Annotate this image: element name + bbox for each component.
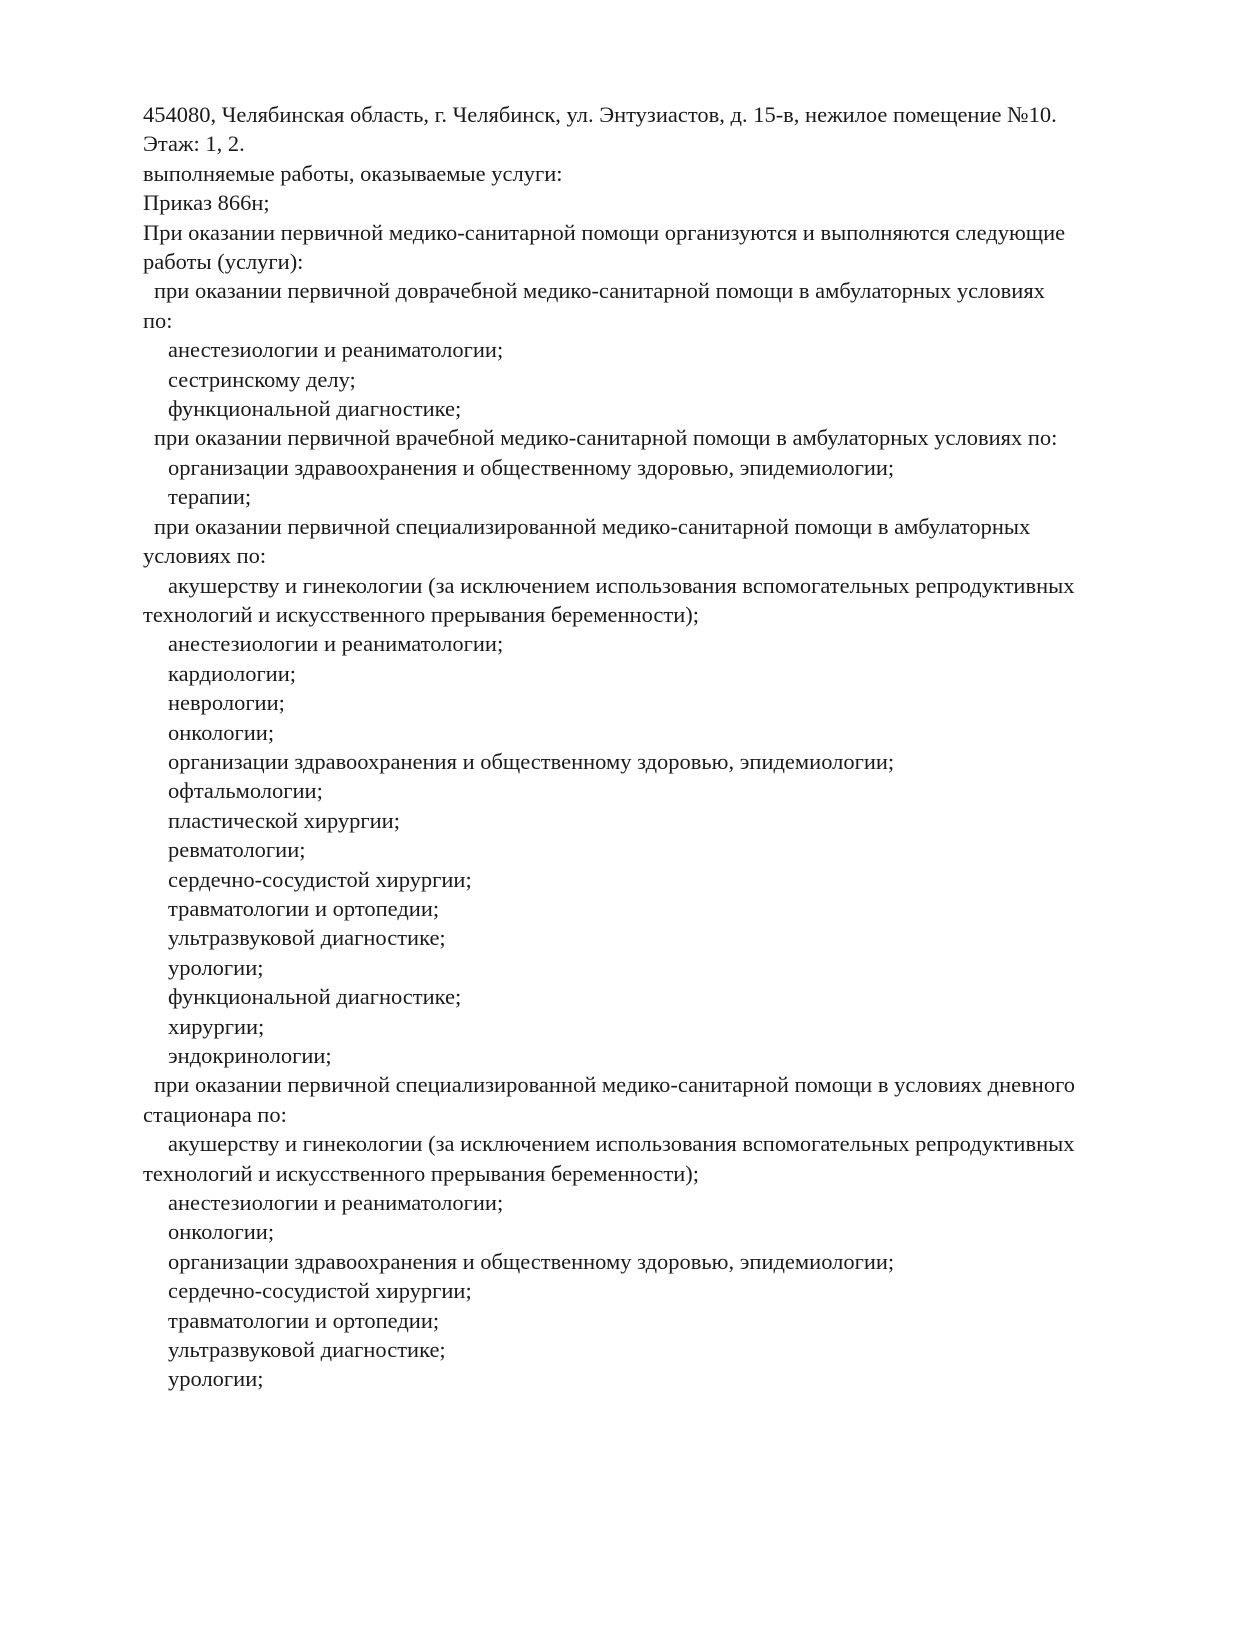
document-line: анестезиологии и реаниматологии; (168, 631, 504, 657)
document-line: неврологии; (168, 690, 285, 716)
document-line: ультразвуковой диагностике; (168, 925, 446, 951)
document-line: сердечно-сосудистой хирургии; (168, 1278, 472, 1304)
document-line: организации здравоохранения и общественному здоровью, эпидемиологии; (168, 1248, 895, 1274)
document-line: работы (услуги): (143, 249, 304, 275)
document-line: онкологии; (168, 1219, 275, 1245)
document-line: травматологии и ортопедии; (168, 1307, 440, 1333)
document-line: При оказании первичной медико-санитарной помощи организуются и выполняются следующие (143, 219, 1066, 245)
document-line: Приказ 866н; (143, 190, 270, 216)
document-line: функциональной диагностике; (168, 396, 462, 422)
document-line: ультразвуковой диагностике; (168, 1337, 446, 1363)
document-line: офтальмологии; (168, 778, 323, 804)
document-line: травматологии и ортопедии; (168, 895, 440, 921)
document-line: акушерству и гинекологии (за исключением использования вспомогательных репродуктивных (168, 1131, 1075, 1157)
document-line: стационара по: (143, 1101, 287, 1127)
document-line: кардиологии; (168, 660, 297, 686)
document-line: функциональной диагностике; (168, 984, 462, 1010)
document-line: анестезиологии и реаниматологии; (168, 1190, 504, 1216)
document-body (143, 100, 1143, 1394)
document-line: организации здравоохранения и общественному здоровью, эпидемиологии; (168, 748, 895, 774)
document-line: ревматологии; (168, 837, 306, 863)
document-line: по: (143, 307, 173, 333)
document-line: сердечно-сосудистой хирургии; (168, 866, 472, 892)
document-line: онкологии; (168, 719, 275, 745)
document-line: терапии; (168, 484, 252, 510)
document-line: выполняемые работы, оказываемые услуги: (143, 160, 563, 186)
document-line: урологии; (168, 1366, 264, 1392)
document-line: технологий и искусственного прерывания беременности); (143, 1160, 700, 1186)
document-line: 454080, Челябинская область, г. Челябинск, ул. Энтузиастов, д. 15-в, нежилое помещение №10. (143, 102, 1057, 127)
document-line: хирургии; (168, 1013, 265, 1039)
document-line: при оказании первичной доврачебной медико-санитарной помощи в амбулаторных условиях (154, 278, 1045, 304)
document-line: при оказании первичной специализированной медико-санитарной помощи в амбулаторных (154, 513, 1031, 539)
document-line: при оказании первичной специализированной медико-санитарной помощи в условиях дневного (154, 1072, 1075, 1098)
document-line: анестезиологии и реаниматологии; (168, 337, 504, 363)
document-line: пластической хирургии; (168, 807, 400, 833)
document-line: акушерству и гинекологии (за исключением использования вспомогательных репродуктивных (168, 572, 1075, 598)
document-line: при оказании первичной врачебной медико-санитарной помощи в амбулаторных условиях по: (154, 425, 1058, 451)
document-line: эндокринологии; (168, 1043, 332, 1068)
document-line: урологии; (168, 954, 264, 980)
document-line: организации здравоохранения и общественному здоровью, эпидемиологии; (168, 454, 895, 480)
document-line: сестринскому делу; (168, 366, 356, 392)
document-line: условиях по: (143, 543, 267, 569)
document-line: Этаж: 1, 2. (143, 131, 245, 157)
document-line: технологий и искусственного прерывания беременности); (143, 601, 700, 627)
